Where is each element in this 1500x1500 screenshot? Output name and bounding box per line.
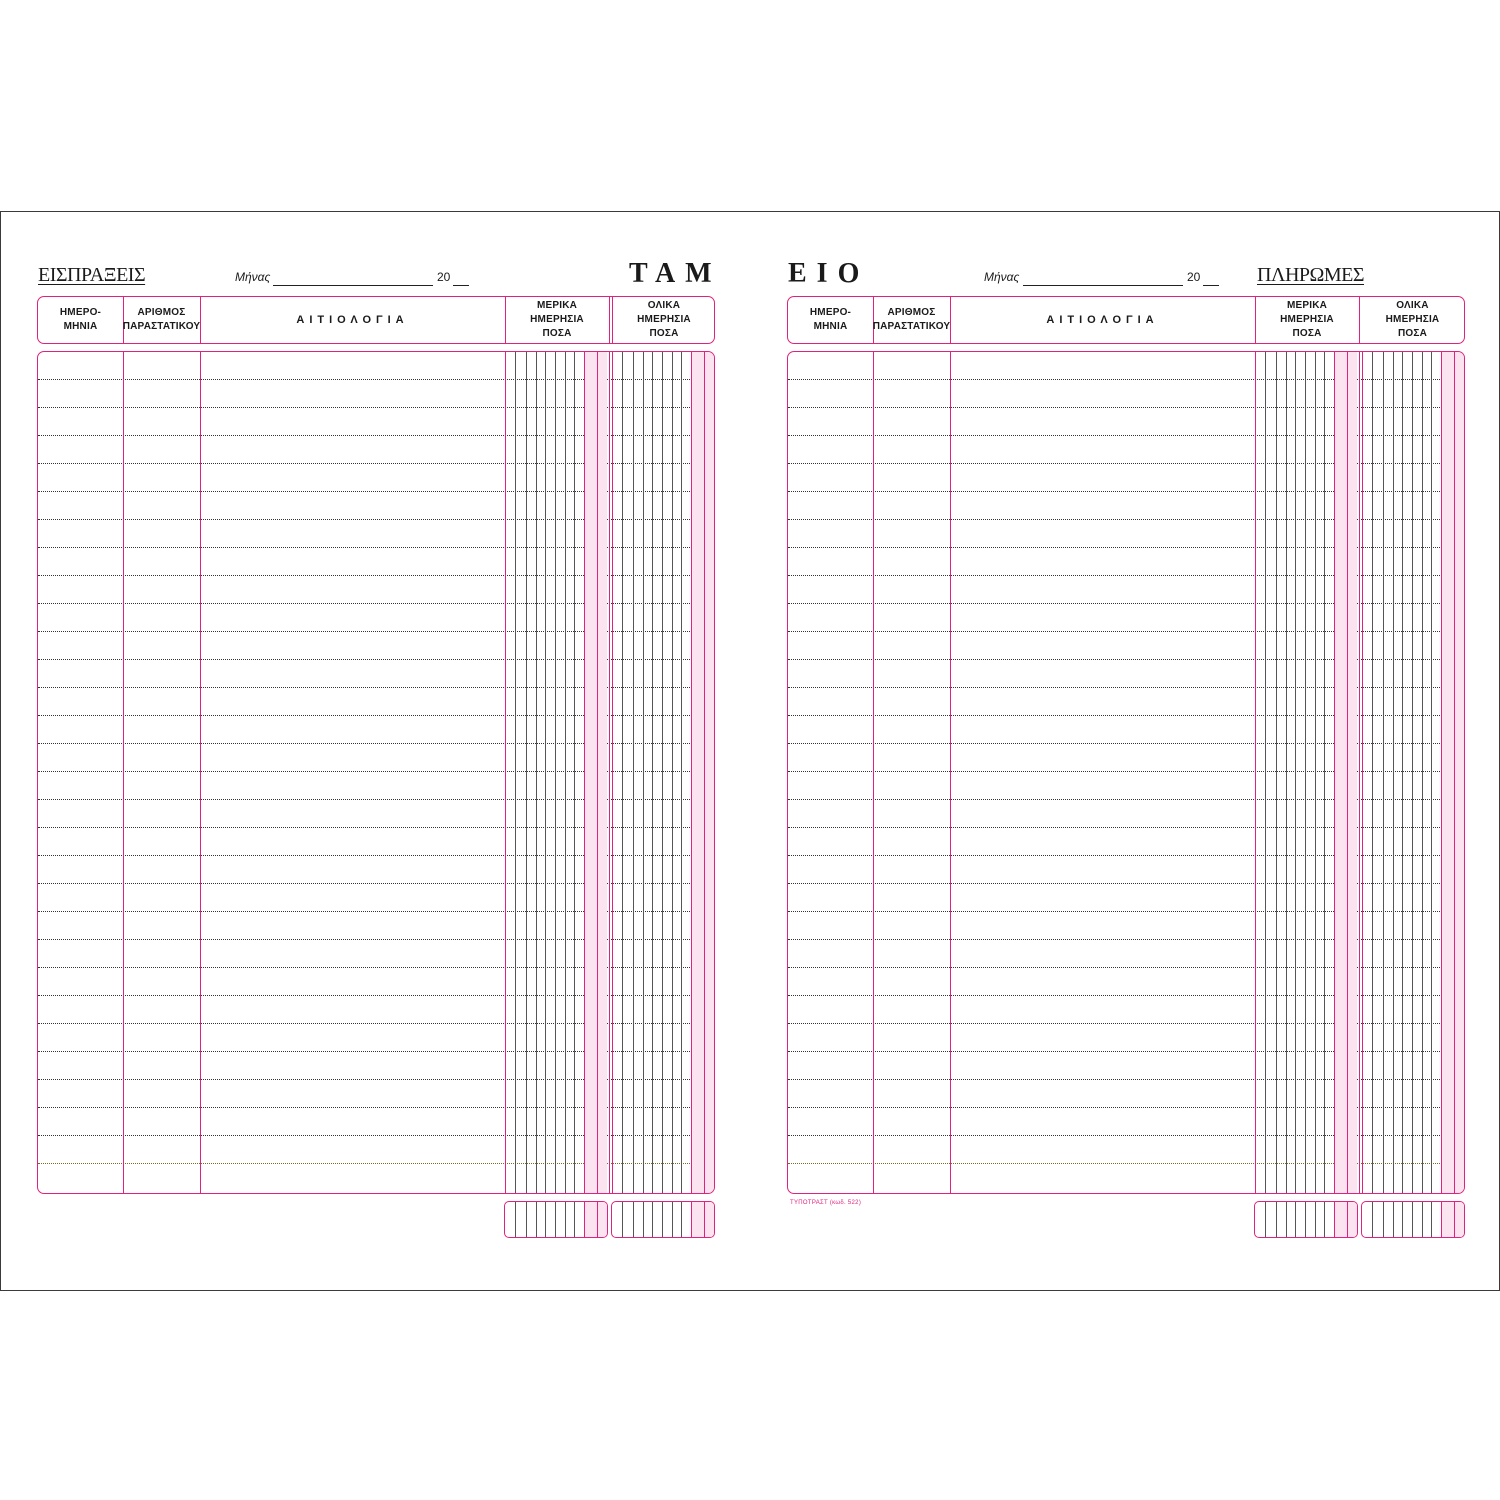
year-field[interactable] [1203, 285, 1219, 286]
daily-total-box[interactable] [1361, 1201, 1465, 1238]
cents-divider [1347, 1202, 1348, 1237]
digit-divider [633, 1202, 634, 1237]
year-label: 20 [1187, 270, 1201, 284]
digit-divider [1286, 352, 1287, 1193]
cents-divider [597, 1202, 598, 1237]
digit-divider [515, 352, 516, 1193]
header-date: ΗΜΕΡΟ- ΜΗΝΙΑ [809, 307, 852, 332]
digit-divider [672, 1202, 673, 1237]
cents-divider [1454, 1202, 1455, 1237]
ledger-body[interactable] [787, 351, 1465, 1194]
cents-band [1441, 1202, 1464, 1237]
digit-divider [1422, 1202, 1423, 1237]
digit-divider [555, 352, 556, 1193]
month-field[interactable] [273, 285, 433, 286]
digit-divider [633, 352, 634, 1193]
header-total-amounts: ΟΛΙΚΑ ΗΜΕΡΗΣΙΑ ΠΟΣΑ [637, 300, 691, 339]
partial-total-box[interactable] [1254, 1201, 1358, 1238]
right-page [750, 212, 1499, 1290]
header-description: ΑΙΤΙΟΛΟΓΙΑ [296, 314, 409, 326]
cents-band [691, 1202, 714, 1237]
column-divider [612, 352, 613, 1193]
cents-divider [704, 352, 705, 1193]
cents-divider [1347, 352, 1348, 1193]
column-divider [609, 352, 610, 1193]
cents-band [1334, 352, 1357, 1193]
header-doc-number: ΑΡΙΘΜΟΣ ΠΑΡΑΣΤΑΤΙΚΟΥ [122, 307, 201, 332]
cents-band [1334, 1202, 1357, 1237]
column-header [37, 296, 715, 344]
digit-divider [545, 1202, 546, 1237]
digit-divider [574, 1202, 575, 1237]
digit-divider [555, 1202, 556, 1237]
digit-divider [1393, 1202, 1394, 1237]
digit-divider [1412, 1202, 1413, 1237]
digit-divider [1402, 1202, 1403, 1237]
digit-divider [1383, 1202, 1384, 1237]
digit-divider [1295, 352, 1296, 1193]
column-divider [873, 352, 874, 1193]
column-divider [1359, 352, 1360, 1193]
cashbook-title-part1: ΤΑΜ [629, 258, 722, 289]
cents-band [584, 1202, 607, 1237]
digit-divider [1372, 352, 1373, 1193]
digit-divider [574, 352, 575, 1193]
digit-divider [536, 1202, 537, 1237]
digit-divider [1402, 352, 1403, 1193]
digit-divider [1324, 1202, 1325, 1237]
digit-divider [1286, 1202, 1287, 1237]
digit-divider [681, 352, 682, 1193]
column-divider [1362, 352, 1363, 1193]
digit-divider [681, 1202, 682, 1237]
header-partial-amounts: ΜΕΡΙΚΑ ΗΜΕΡΗΣΙΑ ΠΟΣΑ [1280, 300, 1334, 339]
month-field[interactable] [1023, 285, 1183, 286]
digit-divider [545, 352, 546, 1193]
digit-divider [526, 352, 527, 1193]
cents-band [584, 352, 607, 1193]
cashbook-title-part2: ΕΙΟ [788, 258, 870, 289]
digit-divider [662, 352, 663, 1193]
left-page [1, 212, 750, 1290]
cents-divider [691, 1202, 692, 1237]
digit-divider [1412, 352, 1413, 1193]
digit-divider [1315, 1202, 1316, 1237]
cents-band [691, 352, 714, 1193]
digit-divider [515, 1202, 516, 1237]
digit-divider [622, 1202, 623, 1237]
cents-divider [1441, 1202, 1442, 1237]
column-divider [1255, 352, 1256, 1193]
digit-divider [1305, 1202, 1306, 1237]
header-date: ΗΜΕΡΟ- ΜΗΝΙΑ [59, 307, 102, 332]
cents-divider [584, 352, 585, 1193]
digit-divider [1431, 352, 1432, 1193]
digit-divider [1265, 1202, 1266, 1237]
digit-divider [643, 1202, 644, 1237]
year-label: 20 [437, 270, 451, 284]
column-divider [950, 352, 951, 1193]
ledger-body[interactable] [37, 351, 715, 1194]
cents-divider [704, 1202, 705, 1237]
cents-divider [597, 352, 598, 1193]
cents-divider [1334, 1202, 1335, 1237]
digit-divider [652, 1202, 653, 1237]
receipts-title: ΕΙΣΠΡΑΞΕΙΣ [38, 264, 146, 286]
column-divider [505, 352, 506, 1193]
column-divider [200, 352, 201, 1193]
cents-divider [584, 1202, 585, 1237]
digit-divider [1393, 352, 1394, 1193]
column-header [787, 296, 1465, 344]
digit-divider [1372, 1202, 1373, 1237]
digit-divider [1265, 352, 1266, 1193]
ledger-sheet [0, 211, 1500, 1291]
digit-divider [565, 1202, 566, 1237]
cents-divider [1334, 352, 1335, 1193]
daily-total-box[interactable] [611, 1201, 715, 1238]
digit-divider [662, 1202, 663, 1237]
header-description: ΑΙΤΙΟΛΟΓΙΑ [1046, 314, 1159, 326]
month-label: Μήνας [984, 270, 1020, 284]
digit-divider [1276, 1202, 1277, 1237]
cents-band [1441, 352, 1464, 1193]
header-doc-number: ΑΡΙΘΜΟΣ ΠΑΡΑΣΤΑΤΙΚΟΥ [872, 307, 951, 332]
digit-divider [622, 352, 623, 1193]
digit-divider [1431, 1202, 1432, 1237]
digit-divider [536, 352, 537, 1193]
partial-total-box[interactable] [504, 1201, 608, 1238]
digit-divider [1324, 352, 1325, 1193]
year-field[interactable] [453, 285, 469, 286]
cents-divider [1454, 352, 1455, 1193]
header-total-amounts: ΟΛΙΚΑ ΗΜΕΡΗΣΙΑ ΠΟΣΑ [1385, 300, 1440, 339]
digit-divider [643, 352, 644, 1193]
digit-divider [1383, 352, 1384, 1193]
cents-divider [1441, 352, 1442, 1193]
payments-title: ΠΛΗΡΩΜΕΣ [1257, 264, 1365, 286]
digit-divider [565, 352, 566, 1193]
digit-divider [1295, 1202, 1296, 1237]
cents-divider [691, 352, 692, 1193]
digit-divider [1276, 352, 1277, 1193]
digit-divider [672, 352, 673, 1193]
digit-divider [526, 1202, 527, 1237]
printer-note: ΤΥΠΟΤΡΑΣΤ (κωδ. 522) [790, 1200, 862, 1206]
column-divider [123, 352, 124, 1193]
digit-divider [652, 352, 653, 1193]
digit-divider [1422, 352, 1423, 1193]
digit-divider [1315, 352, 1316, 1193]
month-label: Μήνας [235, 270, 271, 284]
header-partial-amounts: ΜΕΡΙΚΑ ΗΜΕΡΗΣΙΑ ΠΟΣΑ [530, 300, 584, 339]
digit-divider [1305, 352, 1306, 1193]
